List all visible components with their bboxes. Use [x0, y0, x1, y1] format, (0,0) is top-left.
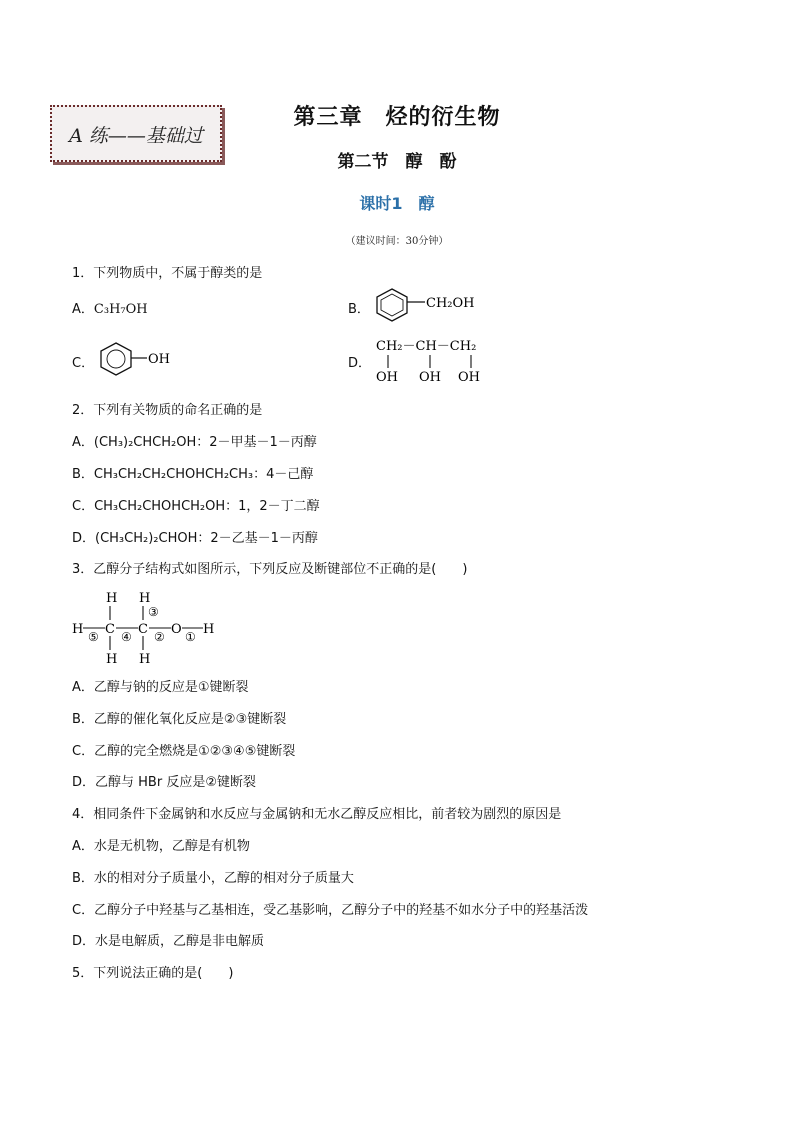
h-bottom-2: H [139, 652, 151, 666]
q4-stem: 4．相同条件下金属钠和水反应与金属钠和无水乙醇反应相比，前者较为剧烈的原因是 [72, 807, 562, 822]
q1-option-b-label: B． [348, 302, 370, 317]
q2-option-d: D．(CH₃CH₂)₂CHOH：2－乙基－1－丙醇 [72, 531, 318, 546]
oxygen: O [171, 622, 182, 637]
q1-d-oh-1: OH [376, 370, 398, 385]
q4-option-b: B．水的相对分子质量小，乙醇的相对分子质量大 [72, 871, 354, 886]
h-bottom-1: H [106, 652, 118, 666]
q3-option-d: D．乙醇与 HBr 反应是②键断裂 [72, 775, 256, 790]
q1-option-c-label: C． [72, 356, 95, 371]
q2-option-a: A．(CH₃)₂CHCH₂OH：2－甲基－1－丙醇 [72, 435, 317, 450]
phenol-structure [94, 338, 184, 380]
benzyl-alcohol-structure [370, 284, 480, 326]
time-note: （建议时间：30分钟） [345, 236, 449, 247]
h-top-1: H [106, 591, 118, 606]
q1-d-oh-3: OH [458, 370, 480, 385]
q1-option-d-label: D． [348, 356, 372, 371]
h-top-2: H [139, 591, 151, 606]
chapter-title: 第三章 烃的衍生物 [293, 105, 501, 130]
h-left: H [72, 622, 84, 637]
bond-3-label: ③ [148, 605, 159, 619]
q1-b-group: CH₂OH [426, 296, 475, 311]
q2-option-b: B．CH₃CH₂CH₂CHOHCH₂CH₃：4－己醇 [72, 467, 314, 482]
q1-stem: 1．下列物质中，不属于醇类的是 [72, 266, 263, 281]
section-title: 第二节 醇 酚 [337, 152, 457, 172]
q2-option-c: C．CH₃CH₂CHOHCH₂OH：1，2－丁二醇 [72, 499, 320, 514]
q3-option-b: B．乙醇的催化氧化反应是②③键断裂 [72, 712, 287, 727]
q4-option-a: A．水是无机物，乙醇是有机物 [72, 839, 250, 854]
q1-a-label: A． [72, 302, 94, 317]
bond-5-label: ⑤ [88, 630, 99, 644]
q4-option-c: C．乙醇分子中羟基与乙基相连，受乙基影响，乙醇分子中的羟基不如水分子中的羟基活泼 [72, 903, 589, 918]
q1-option-a [72, 298, 148, 317]
carbon-1: C [105, 622, 115, 637]
bond-2-label: ② [154, 630, 165, 644]
q5-stem: 5．下列说法正确的是( ) [72, 966, 234, 981]
q4-option-d: D．水是电解质，乙醇是非电解质 [72, 934, 265, 949]
bond-1-label: ① [185, 630, 196, 644]
glycerol-structure [372, 332, 502, 386]
carbon-2: C [138, 622, 148, 637]
q3-stem: 3．乙醇分子结构式如图所示，下列反应及断键部位不正确的是( ) [72, 562, 468, 577]
q3-option-a: A．乙醇与钠的反应是①键断裂 [72, 680, 249, 695]
lesson-title: 课时1 醇 [359, 194, 435, 213]
q3-option-c: C．乙醇的完全燃烧是①②③④⑤键断裂 [72, 744, 296, 759]
badge-label: A 练——基础过 [69, 125, 203, 147]
q1-d-oh-2: OH [419, 370, 441, 385]
q1-c-group: OH [148, 352, 170, 367]
q2-stem: 2．下列有关物质的命名正确的是 [72, 403, 263, 418]
h-right: H [203, 622, 215, 637]
bond-4-label: ④ [121, 630, 132, 644]
q1-a-formula: C₃H₇OH [93, 302, 148, 317]
q1-d-top: CH₂－CH－CH₂ [376, 339, 477, 354]
ethanol-structure [72, 588, 232, 666]
